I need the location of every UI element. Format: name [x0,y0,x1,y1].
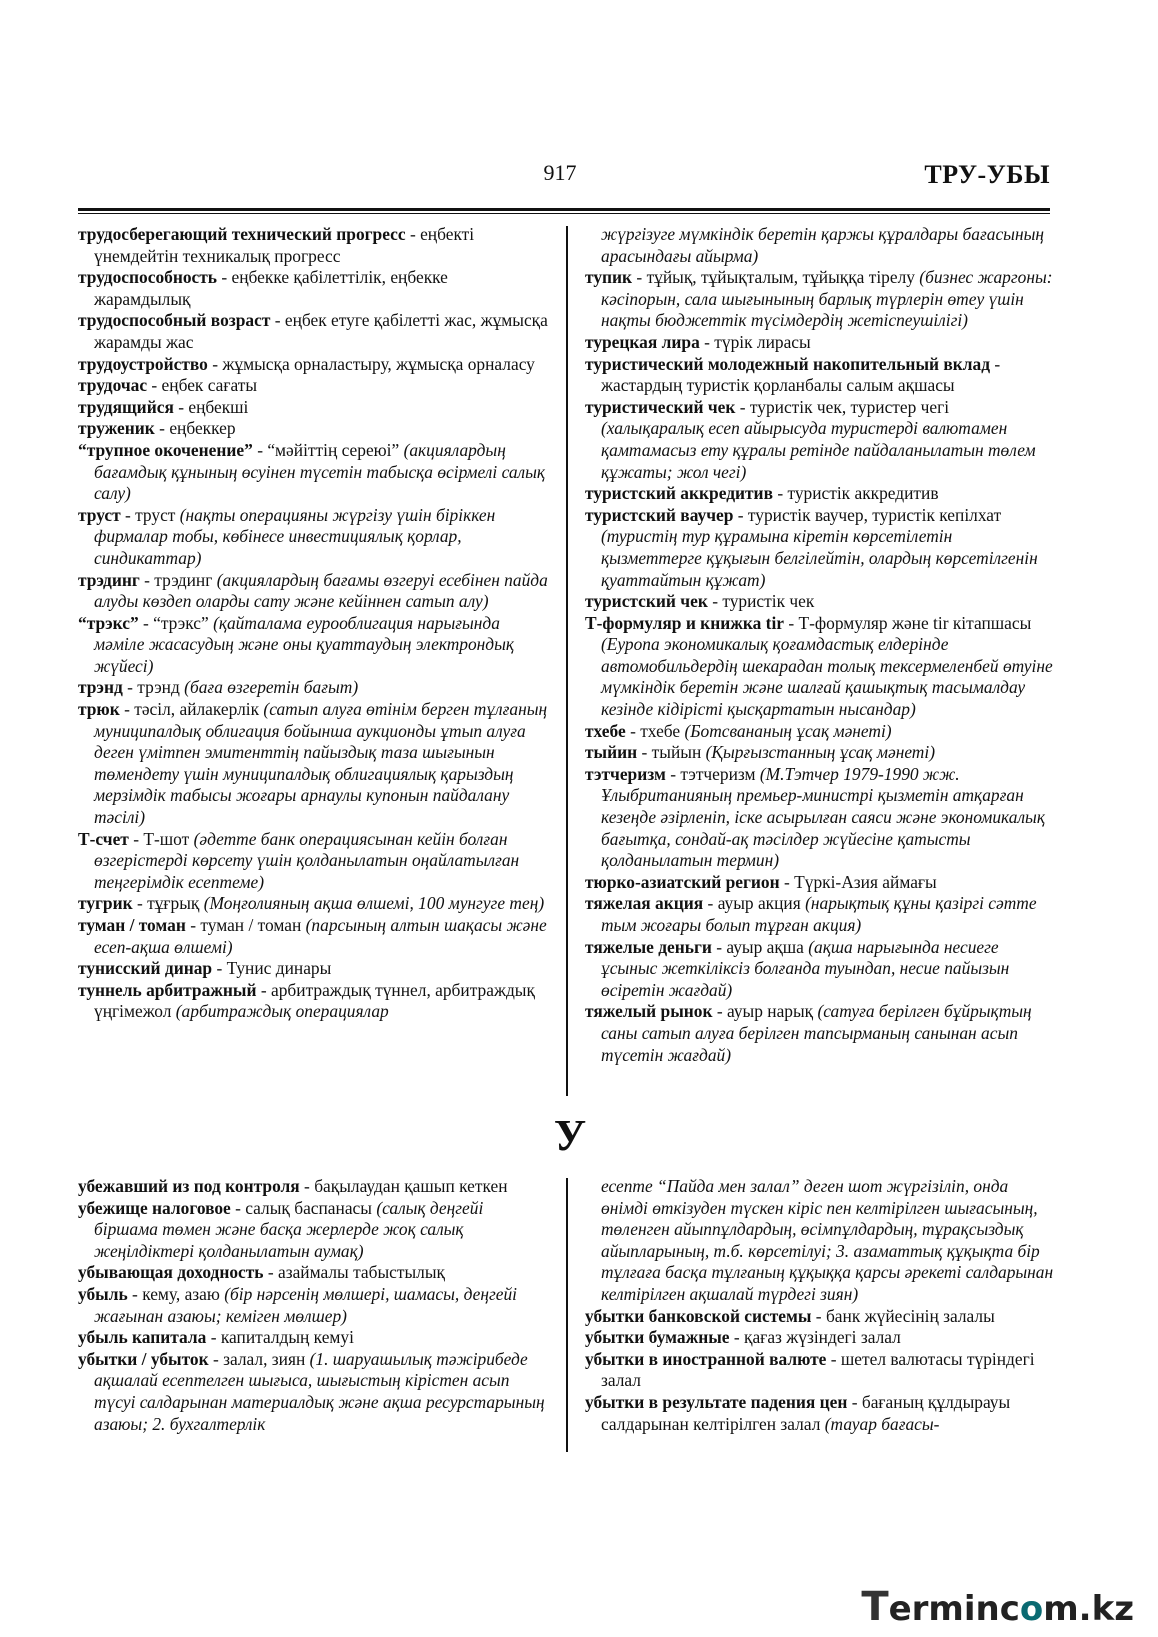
site-logo [861,1584,1134,1630]
entry-note: (бизнес жаргоны: кәсіпорын, сала шығынының барлық түрлерін өтеу үшін нақты бюджеттік түсімдердің жетіспеушілігі) [601,267,1053,331]
entry-note: (бір нәрсенің мөлшері, шамасы, деңгейі жағынан азаюы; кемігeн мөлшер) [94,1283,517,1326]
entry-definition: - еңбеккер [154,418,236,439]
entry-note: (нақты операцияны жүргізу үшін біріккен фирмалар тобы, көбінесе инвестициялық қорлар, синдикаттар) [94,504,496,568]
entry-definition: - туристік аккредитив [772,483,939,504]
entry-note: (М.Тэтчер 1979-1990 жж. Ұлыбританияның премьер-министрі қызметін атқарған кезеңде әзірленіп, іске асырылған саяси және экономикалық бағытқа, сондай-ақ тәсілдер жүйесіне қатысты қолданылатын термин) [601,763,1045,871]
entry-definition: - түрік лирасы [699,331,811,352]
entry-definition: - қағаз жүзіндегі залал [729,1327,901,1348]
entry-definition: - Тунис динары [212,958,332,979]
entry-note: (акциялардың бағамдық құнының өсуінен түсетін табысқа өсірмелі салық салу) [94,439,546,504]
entry-note: (халықаралық есеп айырысуда туристерді валютамен қамтамасыз ету құралы ретінде пайдаланылатын төлем құжаты; жол чегі) [601,418,1036,482]
dictionary-entry [78,570,548,613]
column-divider-bottom [566,1178,568,1452]
column-left-bottom [78,1176,548,1435]
header-rule-thick [78,208,1050,211]
column-right-bottom [585,1176,1055,1435]
entry-term: тяжелая акция [585,893,704,914]
entry-definition: - жұмысқа орналастыру, жұмысқа орналасу [207,353,535,374]
page-number: 917 [543,160,577,185]
entry-term: тэтчеризм [585,763,666,784]
dictionary-entry [585,483,1055,505]
entry-term: трюк [78,699,120,720]
dictionary-entry [585,1349,1055,1392]
entry-note: (Ботсвананың ұсақ мәнеті) [684,720,892,741]
dictionary-entry [585,613,1055,721]
entry-definition: - тұғрық [132,893,204,914]
entry-definition: - туристік чек, туристер чегі [735,396,950,417]
entry-definition: - Т-формуляр және tir кітапшасы [784,612,1032,633]
entry-note: (сатып алуға өтінім берген тұлғаның муниципалдық облигация бойынша аукционды ұтып алуға деген үмітпен эмитенттің пайыздық таза шығынын төмендету үшін муниципалдық облигациялық қарыздың мерзімдік табысы жоғары арнаулы купонын пайдалану тәсілі) [94,699,548,828]
dictionary-entry [78,1349,548,1435]
entry-term: туристический молодежный накопительный вклад [585,353,991,374]
entry-term: тхебе [585,720,626,741]
dictionary-entry [78,1327,548,1349]
entry-term: турецкая лира [585,331,700,352]
entry-note: (парсының алтын шақасы және есеп-ақша өлшемі) [94,915,547,957]
dictionary-entry [78,375,548,397]
dictionary-entry [78,829,548,894]
dictionary-entry [585,721,1055,743]
dictionary-entry [78,958,548,980]
entry-note: (акциялардың бағамы өзгеруі есебінен пайда алуды көздеп оларды сату және кейіннен сатып алу) [94,569,548,612]
entry-term: убыль капитала [78,1327,207,1348]
dictionary-entry [78,310,548,353]
entry-term: тугрик [78,893,133,914]
dictionary-entry [78,267,548,310]
entry-definition: - еңбекші [173,396,249,417]
entry-term: убыль [78,1283,128,1304]
column-divider-top [566,226,568,1096]
entry-definition: - “трэкс” [138,612,214,633]
entry-note: (сатуға берілген бұйрықтың саны сатып алуға берілген тапсырманың санынан асып түсетін жағдай) [601,1001,1032,1065]
entry-term: туннель арбитражный [78,979,257,1000]
entry-note: (ақша нарығында несиеге ұсыныс жеткіліксіз болғанда туындап, несие пайызын өсіретін жағдай) [601,936,1010,1000]
entry-note: (Моңғолияның ақша өлшемі, 100 мунгуге тең) [203,893,545,914]
entry-term: “трэкс” [78,612,139,633]
entry-note: (туристің тур құрамына кіретін көрсетілетін қызметтерге құқығын белгілейтін, олардың көрсетілгенін қуаттайтын құжат) [601,526,1038,590]
dictionary-entry [78,1176,548,1198]
entry-definition: - труст [120,504,180,525]
entry-term: “трупное окоченение” [78,439,253,460]
dictionary-entry [585,591,1055,613]
entry-definition: - банк жүйесінің залалы [811,1305,995,1326]
entry-term: тяжелый рынок [585,1001,713,1022]
dictionary-entry [78,613,548,678]
dictionary-entry [78,397,548,419]
dictionary-entry [78,893,548,915]
dictionary-entry [585,505,1055,591]
entry-term: трэдинг [78,569,140,590]
dictionary-entry [78,354,548,376]
entry-definition: - шетел валютасы түріндегі залал [601,1348,1035,1391]
dictionary-entry [78,440,548,505]
dictionary-entry [585,893,1055,936]
entry-note: (тауар бағасы- [824,1413,940,1434]
entry-term: трудосберегающий технический прогресс [78,224,406,244]
entry-term: тяжелые деньги [585,936,712,957]
entry-note: (нарықтық құны қазіргі сәтте тым жоғары болып тұрған акция) [601,893,1037,935]
dictionary-entry [78,418,548,440]
entry-definition: - туристік чек [707,591,815,612]
entry-term: трудоспособный возраст [78,310,271,331]
dictionary-entry [585,1392,1055,1435]
dictionary-entry [78,699,548,829]
entry-term: туристический чек [585,396,736,417]
dictionary-entry [78,1198,548,1263]
dictionary-entry [78,1262,548,1284]
dictionary-entry [585,332,1055,354]
entry-definition: - трэдинг [139,569,217,590]
dictionary-entry [585,1001,1055,1066]
dictionary-entry [78,224,548,267]
entry-term: убежавший из под контроля [78,1176,300,1196]
entry-definition: - тәсіл, айлакерлік [119,699,264,720]
entry-term: труст [78,504,121,525]
entry-definition: - бағаның құлдырауы салдарынан келтірілген залал [601,1391,1011,1434]
entry-definition: - тұйық, тұйықталым, тұйыққа тірелу [632,267,920,288]
entry-note: (Қырғызстанның ұсақ мәнеті) [705,742,935,763]
entry-term: туристский чек [585,591,708,612]
dictionary-entry [78,505,548,570]
dictionary-entry [78,980,548,1023]
entry-definition: - салық баспанасы [230,1197,377,1218]
entry-definition: - “мәйіттің сереюі” [252,439,404,460]
entry-term: трудочас [78,375,148,396]
column-right-top [585,224,1055,1066]
entry-term: убытки в результате падения цен [585,1391,848,1412]
entry-term: тюрко-азиатский регион [585,871,780,892]
entry-note: (баға өзгеретін бағыт) [184,677,359,698]
entry-definition: - трэнд [122,677,185,698]
entry-term: убытки / убыток [78,1348,209,1369]
entry-term: тупик [585,267,633,288]
entry-definition: - еңбек етуге қабілетті жас, жұмысқа жарамды жас [94,310,548,352]
entry-note: (1. шаруашылық тәжірибеде ақшалай есептелген шығыса, шығыстың кірістен асып түсуі салдарынан материалдық және ақша ресурстарының азаюы; 2. бухгалтерлік [94,1348,545,1434]
entry-definition: - кему, азаю [127,1283,225,1304]
entry-term: тунисский динар [78,958,213,979]
dictionary-entry [585,1327,1055,1349]
entry-term: туристский ваучер [585,504,734,525]
logo-part: c [999,1589,1020,1629]
entry-definition: - тхебе [625,720,685,741]
dictionary-entry [585,1306,1055,1328]
continued-definition: есепте “Пайда мен залал” деген шот жүргізіліп, онда өнімді өткізуден түскен кіріс пен келтірілген шығасының, төленген айыппұлдардың, өсімпұлдардың, тұрақсыздық айыпларының, т.б. көрсетілуі; 3. азаматтық құқықта бір тұлғаға басқа тұлғаның құқыққа қарсы әрекеті салдарынан келтірілген ақшалай түрдегі зиян) [601,1176,1054,1304]
entry-term: туман / томан [78,915,186,935]
dictionary-entry [585,764,1055,872]
entry-term: тыйин [585,742,638,763]
running-head: ТРУ-УБЫ [924,160,1050,189]
entry-term: убывающая доходность [78,1262,264,1283]
dictionary-entry [78,1284,548,1327]
entry-definition: - арбитраждық түннел, арбитраждық үңгімежол [94,979,535,1022]
entry-note: (әдетте банк операциясынан кейін болған өзгерістерді көрсету үшін қолданылатын оңайлатылған теңгерімдік есептеме) [94,828,520,892]
dictionary-entry [585,937,1055,1002]
entry-term: трудящийся [78,396,174,417]
dictionary-entry [78,677,548,699]
dictionary-entry [585,872,1055,894]
entry-term: убытки бумажные [585,1327,730,1348]
entry-definition: - жастардың туристік қорланбалы салым ақшасы [601,353,1001,396]
entry-definition: - еңбекке қабілеттілік, еңбекке жарамдылық [94,267,448,309]
dictionary-entry [585,354,1055,397]
entry-definition: - туман / томан [185,915,306,935]
entry-definition: - ауыр ақша [711,936,809,957]
entry-term: туристский аккредитив [585,483,773,504]
entry-definition: - туристік ваучер, туристік кепілхат [733,504,1002,525]
entry-term: трудоспособность [78,267,218,288]
entry-term: трэнд [78,677,123,698]
entry-definition: - Т-шот [128,828,194,849]
entry-term: труженик [78,418,155,439]
entry-note: (салық деңгейі біршама төмен және басқа жерлерде жоқ салық жеңілдіктері қолданылатын аумақ) [94,1197,484,1261]
entry-note: (қайталама еурооблигация нарығында мәміле жасасудың және оны қуаттаудың электрондық жүйесі) [94,612,515,676]
entry-definition: - бақылаудан қашып кеткен [299,1176,508,1196]
entry-term: Т-формуляр и книжка tir [585,612,784,633]
entry-definition: - капиталдың кемуі [206,1327,354,1348]
entry-term: убытки в иностранной валюте [585,1348,827,1369]
entry-definition: - еңбек сағаты [147,375,258,396]
entry-definition: - залал, зиян [208,1348,310,1369]
entry-definition: - тэтчеризм [665,763,760,784]
entry-definition: - еңбекті үнемдейтін техникалық прогресс [94,224,475,266]
entry-term: Т-счет [78,828,129,849]
entry-term: убытки банковской системы [585,1305,812,1326]
dictionary-entry [585,267,1055,332]
entry-definition: - тыйын [637,742,706,763]
dictionary-entry [585,397,1055,483]
logo-t: T [861,1584,889,1630]
header-rule-thin [78,213,1050,214]
entry-term: убежище налоговое [78,1197,231,1218]
dictionary-entry [78,915,548,958]
entry-note: (Еуропа экономикалық қоғамдастық елдерінде автомобильдердің шекарадан толық тексермеленбей өтуіне мүмкіндік беретін және шалғай қашықтық тасымалдау кезінде кідірісті қысқартатын нысандар) [601,634,1053,720]
column-left-top [78,224,548,1023]
entry-definition: - Түркі-Азия аймағы [779,871,937,892]
entry-definition: - ауыр нарық [712,1001,818,1022]
entry-term: трудоустройство [78,353,208,374]
logo-part: m.kz [1043,1589,1134,1629]
dictionary-entry [585,742,1055,764]
section-letter: У [553,1111,587,1160]
entry-definition: - ауыр акция [703,893,806,914]
logo-ring: o [1019,1589,1044,1629]
continued-definition: жүргізуге мүмкіндік беретін қаржы құралдары бағасының арасындағы айырма) [601,224,1044,266]
logo-part: ermin [888,1589,1000,1629]
entry-note: (арбитраждық операциялар [175,1001,389,1022]
entry-definition: - азаймалы табыстылық [263,1262,445,1283]
